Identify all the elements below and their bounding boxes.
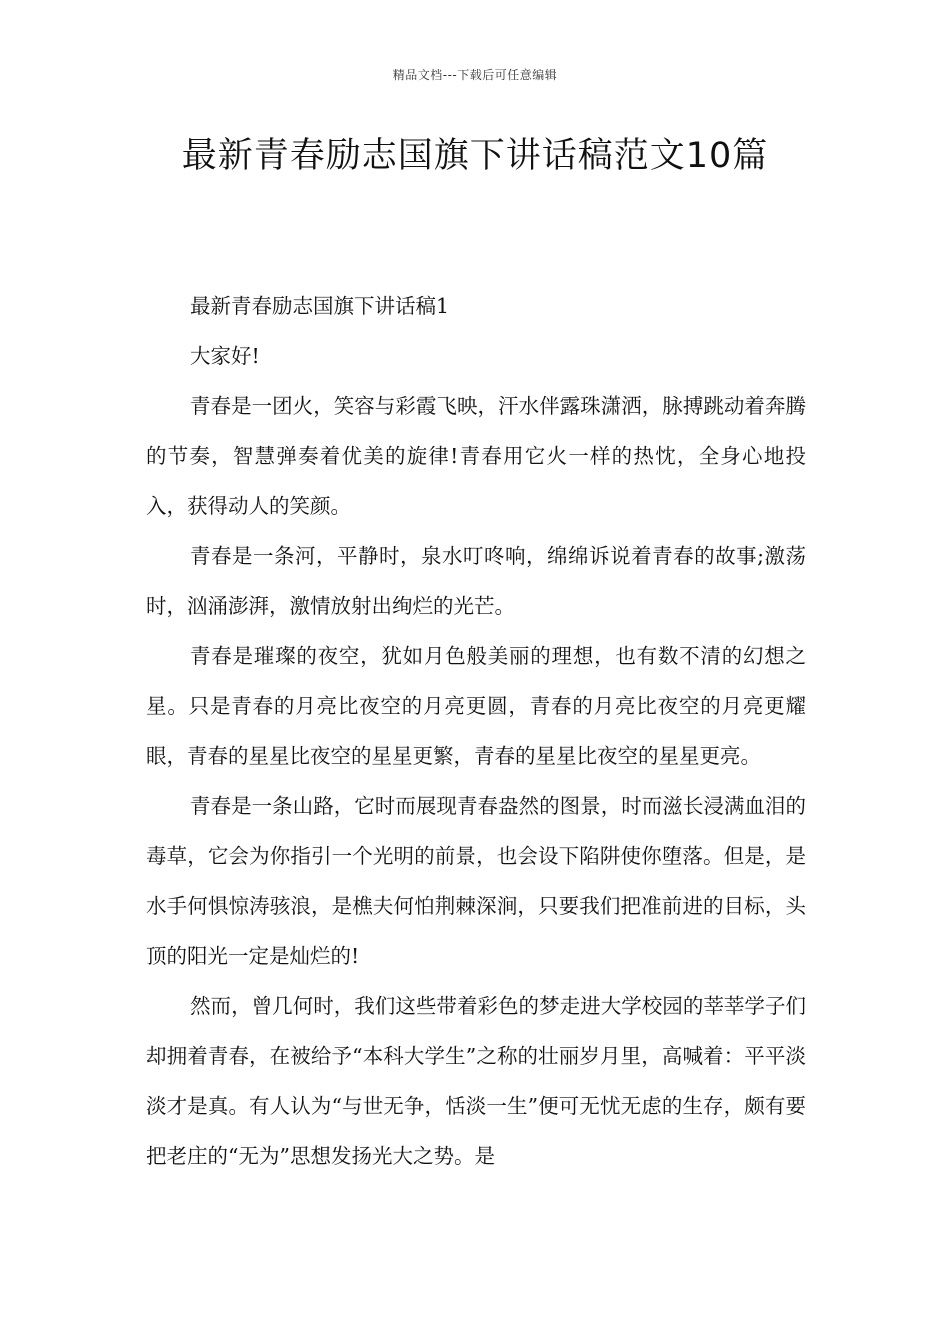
body-paragraph: 青春是一条河，平静时，泉水叮咚响，绵绵诉说着青春的故事;激荡时，汹涌澎湃，激情放射出绚烂的光芒。 [146,544,806,618]
greeting-paragraph: 大家好! [190,344,260,368]
section-heading: 最新青春励志国旗下讲话稿1 [190,294,450,318]
document-body [146,281,806,1181]
body-paragraph: 青春是一团火，笑容与彩霞飞映，汗水伴露珠潇洒，脉搏跳动着奔腾的节奏，智慧弹奏着优美的旋律!青春用它火一样的热忱，全身心地投入，获得动人的笑颜。 [146,394,806,518]
document-title: 最新青春励志国旗下讲话稿范文10篇 [181,136,769,176]
body-paragraph: 然而，曾几何时，我们这些带着彩色的梦走进大学校园的莘莘学子们却拥着青春，在被给予“本科大学生”之称的壮丽岁月里，高喊着：平平淡淡才是真。有人认为“与世无争，恬淡一生”便可无忧无虑的生存，颇有要把老庄的“无为”思想发扬光大之势。是 [146,994,806,1168]
header-note: 精品文档---下载后可任意编辑 [392,68,558,82]
body-paragraph: 青春是一条山路，它时而展现青春盎然的图景，时而滋长浸满血泪的毒草，它会为你指引一个光明的前景，也会设下陷阱使你堕落。但是，是水手何惧惊涛骇浪，是樵夫何怕荆棘深涧，只要我们把准前进的目标，头顶的阳光一定是灿烂的! [146,794,806,968]
body-paragraph: 青春是璀璨的夜空，犹如月色般美丽的理想，也有数不清的幻想之星。只是青春的月亮比夜空的月亮更圆，青春的月亮比夜空的月亮更耀眼，青春的星星比夜空的星星更繁，青春的星星比夜空的星星更亮。 [146,644,806,768]
